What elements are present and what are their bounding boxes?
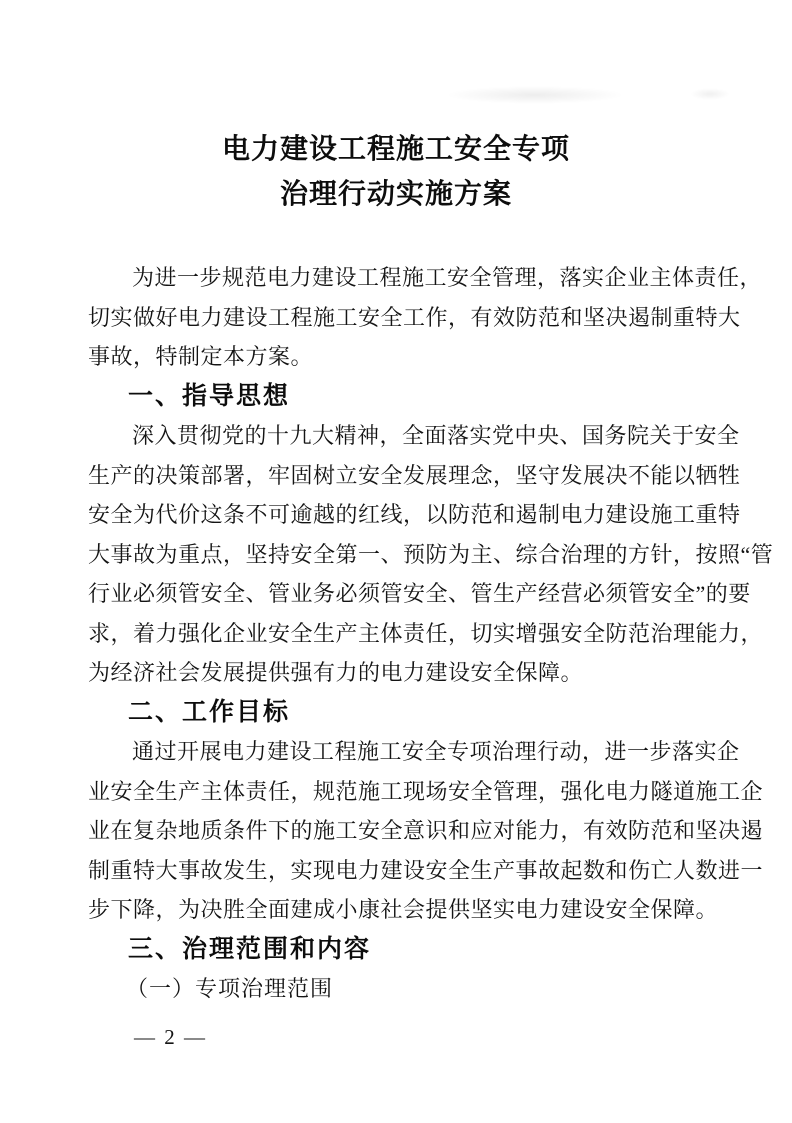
document-body	[88, 258, 774, 1009]
text-line: 事故，特制定本方案。	[88, 344, 314, 369]
text-line: 切实做好电力建设工程施工安全工作，有效防范和坚决遏制重特大	[88, 304, 741, 330]
text-line: 大事故为重点，坚持安全第一、预防为主、综合治理的方针，按照“管	[88, 541, 774, 567]
text-line: 深入贯彻党的十九大精神，全面落实党中央、国务院关于安全	[132, 423, 740, 448]
scan-artifact	[690, 88, 730, 100]
text-line: 求，着力强化企业安全生产主体责任，切实增强安全防范治理能力，	[88, 620, 764, 646]
text-line: 行业必须管安全、管业务必须管安全、管生产经营必须管安全”的要	[88, 581, 751, 606]
text-line: 业在复杂地质条件下的施工安全意识和应对能力，有效防范和坚决遏	[88, 818, 764, 843]
text-line: 生产的决策部署，牢固树立安全发展理念，坚守发展决不能以牺牲	[88, 462, 741, 488]
sub-section-heading: （一）专项治理范围	[126, 976, 334, 1001]
text-line: 安全为代价这条不可逾越的红线，以防范和遏制电力建设施工重特	[88, 502, 741, 527]
page-number: — 2 —	[134, 1025, 207, 1049]
text-line: 制重特大事故发生，实现电力建设安全生产事故起数和伤亡人数进一	[88, 857, 764, 883]
scan-artifact	[445, 86, 625, 104]
document-title-line-1: 电力建设工程施工安全专项	[221, 134, 570, 165]
text-line: 业安全生产主体责任，规范施工现场安全管理，强化电力隧道施工企	[88, 778, 764, 804]
text-line: 为进一步规范电力建设工程施工安全管理，落实企业主体责任，	[132, 265, 763, 290]
text-line: 步下降，为决胜全面建成小康社会提供坚实电力建设安全保障。	[88, 897, 719, 922]
section-heading: 三、治理范围和内容	[128, 934, 372, 963]
section-heading: 一、指导思想	[128, 381, 291, 410]
text-line: 为经济社会发展提供强有力的电力建设安全保障。	[88, 660, 584, 685]
document-title	[0, 127, 792, 217]
section-heading: 二、工作目标	[128, 697, 291, 726]
text-line: 通过开展电力建设工程施工安全专项治理行动，进一步落实企	[132, 739, 740, 764]
document-title-line-2: 治理行动实施方案	[279, 179, 512, 210]
